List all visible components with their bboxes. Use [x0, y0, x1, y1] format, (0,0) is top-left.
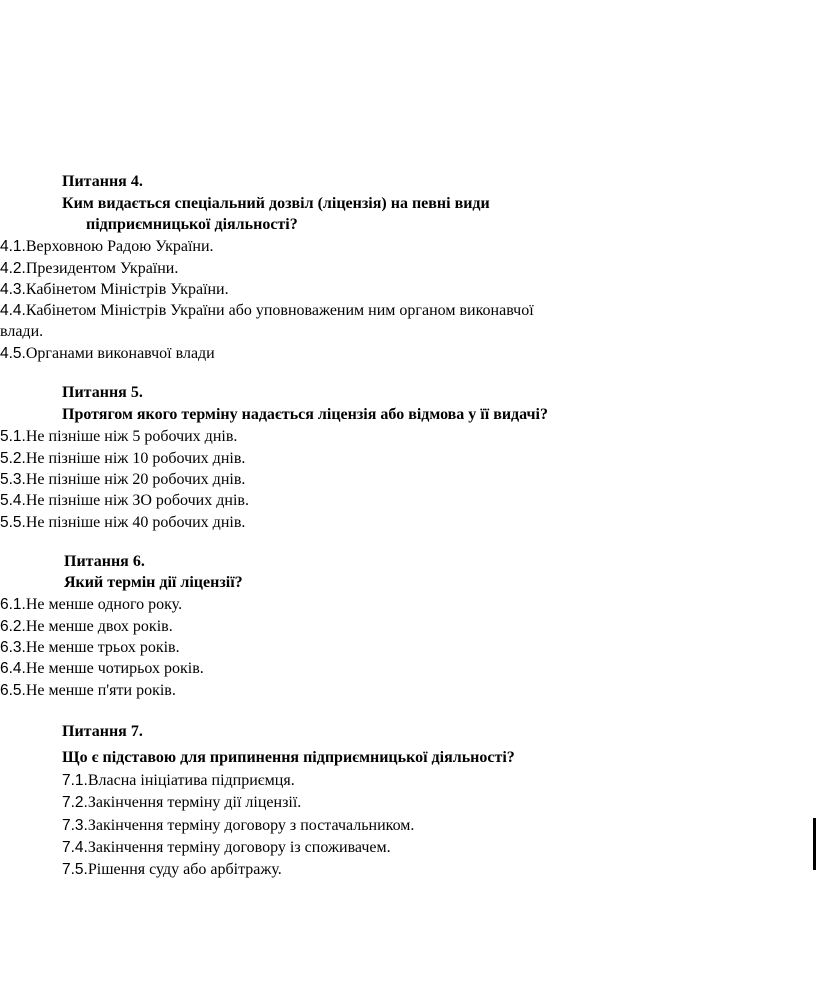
answer-text: Президентом України. [25, 260, 179, 277]
answer-number: 4.4. [0, 302, 26, 319]
answer-number: 5.4. [0, 492, 26, 509]
answer-text: Не менше трьох років. [25, 639, 180, 656]
answer-number: 6.1. [0, 596, 26, 613]
answer-number: 5.5. [0, 514, 26, 531]
answer-7-5 [62, 860, 282, 880]
answer-text: Не менше чотирьох років. [25, 660, 204, 677]
answer-text: Рішення суду або арбітражу. [87, 861, 282, 878]
answer-text: Не менше п'яти років. [25, 682, 176, 699]
answer-number: 7.4. [62, 839, 88, 856]
answer-text: Не менше двох років. [25, 618, 173, 635]
question-6-text: Який термін дії ліцензії? [64, 574, 243, 591]
answer-number: 7.2. [62, 794, 88, 811]
answer-number: 6.4. [0, 660, 26, 677]
answer-number: 6.3. [0, 639, 26, 656]
question-4-text-cont: підприємницької діяльності? [86, 216, 298, 233]
answer-number: 4.1. [0, 238, 26, 255]
answer-text: Закінчення терміну договору із споживачем. [87, 839, 391, 856]
answer-text: Власна ініціатива підприємця. [87, 772, 295, 789]
question-6-title: Питання 6. [64, 553, 145, 570]
answer-6-5 [0, 681, 176, 701]
answer-6-2 [0, 617, 173, 637]
answer-4-2 [0, 259, 178, 279]
answer-4-1 [0, 237, 214, 257]
answer-number: 4.2. [0, 260, 26, 277]
answer-number: 4.5. [0, 345, 26, 362]
answer-text: Не пізніше ніж 5 робочих днів. [25, 428, 238, 445]
answer-5-1 [0, 427, 237, 447]
answer-text: Закінчення терміну дії ліцензії. [87, 794, 302, 811]
answer-number: 7.3. [62, 817, 88, 834]
answer-text: Не менше одного року. [25, 596, 183, 613]
question-4-text: Ким видається спеціальний дозвіл (ліцензія) на певні види [62, 195, 490, 212]
answer-4-5 [0, 344, 215, 364]
answer-text: Не пізніше ніж ЗО робочих днів. [25, 492, 249, 509]
answer-text: Кабінетом Міністрів України або уповноваженим ним органом виконавчої [25, 302, 534, 319]
answer-text: Кабінетом Міністрів України. [25, 281, 229, 298]
answer-7-1 [62, 771, 295, 791]
answer-6-3 [0, 638, 180, 658]
answer-text: Не пізніше ніж 10 робочих днів. [25, 450, 246, 467]
answer-number: 6.2. [0, 618, 26, 635]
question-4-title: Питання 4. [62, 173, 143, 190]
answer-text: Закінчення терміну договору з постачальником. [87, 817, 415, 834]
answer-text: Верховною Радою України. [25, 238, 214, 255]
answer-text: Органами виконавчої влади [25, 345, 215, 362]
question-5-text: Протягом якого терміну надається ліцензія або відмова у її видачі? [62, 406, 548, 423]
answer-5-3 [0, 470, 245, 490]
answer-4-4 [0, 301, 534, 321]
answer-number: 5.2. [0, 450, 26, 467]
answer-text: Не пізніше ніж 20 робочих днів. [25, 471, 246, 488]
answer-7-4 [62, 838, 391, 858]
answer-4-3 [0, 280, 229, 300]
answer-number: 4.3. [0, 281, 26, 298]
answer-5-4 [0, 491, 249, 511]
answer-number: 5.1. [0, 428, 26, 445]
answer-7-3 [62, 816, 414, 836]
answer-number: 5.3. [0, 471, 26, 488]
answer-number: 6.5. [0, 682, 26, 699]
question-7-text: Що є підставою для припинення підприємницької діяльності? [62, 749, 515, 766]
answer-number: 7.1. [62, 772, 88, 789]
answer-5-2 [0, 449, 245, 469]
question-5-title: Питання 5. [62, 384, 143, 401]
answer-6-1 [0, 595, 182, 615]
answer-text: Не пізніше ніж 40 робочих днів. [25, 514, 246, 531]
answer-6-4 [0, 659, 204, 679]
answer-7-2 [62, 793, 301, 813]
answer-5-5 [0, 513, 245, 533]
answer-4-4-cont: влади. [0, 323, 44, 340]
question-7-title: Питання 7. [62, 723, 143, 740]
answer-number: 7.5. [62, 861, 88, 878]
